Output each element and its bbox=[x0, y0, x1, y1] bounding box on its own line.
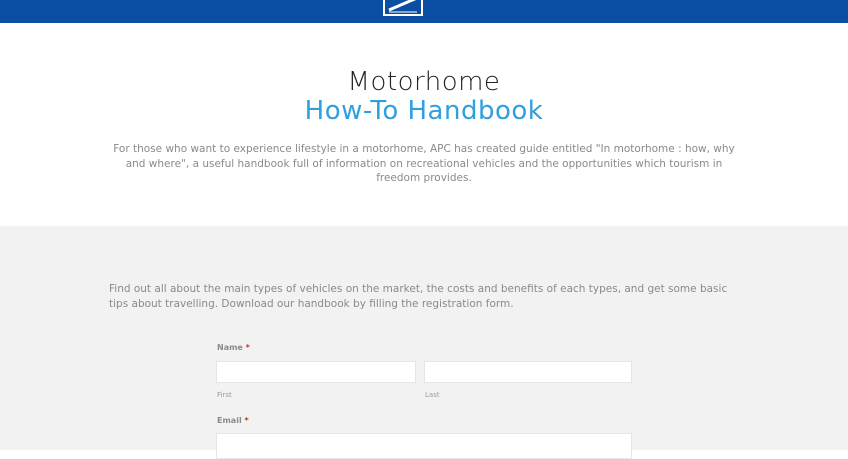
registration-section bbox=[0, 226, 848, 450]
first-name-sublabel: First bbox=[217, 391, 232, 399]
page-subtitle: How-To Handbook bbox=[304, 96, 544, 126]
hero-section bbox=[0, 23, 848, 226]
top-navigation-bar bbox=[0, 0, 848, 23]
email-label-text: Email bbox=[217, 416, 242, 425]
name-label bbox=[217, 343, 250, 352]
hero-description: For those who want to experience lifestyle in a motorhome, APC has created guide entitled "In motorhome : how, why and where", a useful handbook full of information on recreational vehicles and the opportunities which tourism in freedom provides. bbox=[113, 143, 735, 184]
company-logo-icon[interactable] bbox=[383, 0, 423, 16]
required-marker: * bbox=[245, 343, 250, 352]
required-marker: * bbox=[244, 416, 249, 425]
last-name-sublabel: Last bbox=[425, 391, 440, 399]
email-label bbox=[217, 416, 249, 425]
intro-text: Find out all about the main types of vehicles on the market, the costs and benefits of each types, and get some basic tips about travelling. Download our handbook by filling the registration form. bbox=[109, 283, 728, 310]
page-title: Motorhome bbox=[347, 67, 501, 97]
name-label-text: Name bbox=[217, 343, 243, 352]
last-name-input[interactable] bbox=[424, 361, 632, 383]
email-input[interactable] bbox=[216, 433, 632, 459]
first-name-input[interactable] bbox=[216, 361, 416, 383]
